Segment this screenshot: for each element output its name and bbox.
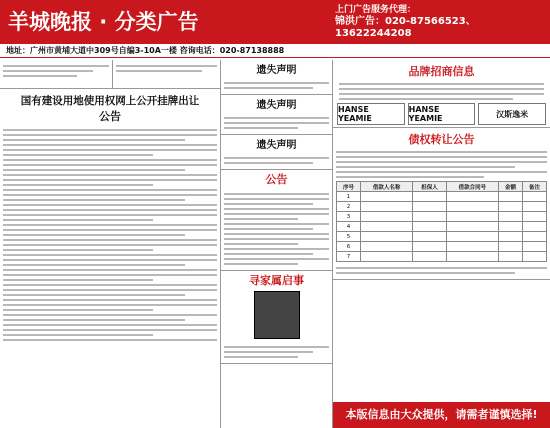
table-row: [337, 212, 547, 222]
row-number: 3: [337, 212, 361, 222]
row-number: 6: [337, 242, 361, 252]
column-3: [221, 60, 333, 428]
brand-logo-grid: [337, 103, 546, 125]
table-row: [337, 202, 547, 212]
ad-missing-person: [221, 271, 332, 364]
table-row: [337, 242, 547, 252]
hotline-title: 上门广告服务代理：: [335, 5, 417, 15]
row-number: 2: [337, 202, 361, 212]
brand-recruitment: [333, 60, 550, 128]
address-bar: 地址：广州市黄埔大道中309号自编3-10A一楼 咨询电话：020-87138888: [0, 44, 550, 58]
ad-title: 遗失声明: [256, 65, 297, 76]
ad-public-notice: [221, 170, 332, 271]
debt-col-header: 备注: [522, 182, 546, 192]
ad-title: 公告: [265, 173, 288, 186]
land-auction-notice: [0, 88, 221, 428]
column-4: [333, 60, 550, 428]
service-hotline: [335, 4, 550, 40]
ad-title: 遗失声明: [256, 100, 297, 111]
debt-transfer-notice: [333, 128, 550, 280]
notice-subtitle: 公告: [99, 110, 121, 123]
row-number: 1: [337, 192, 361, 202]
notice-title: 国有建设用地使用权网上公开挂牌出让: [20, 95, 200, 107]
debt-col-header: 金额: [498, 182, 522, 192]
row-number: 4: [337, 222, 361, 232]
person-photo: [254, 291, 300, 339]
masthead-logo: 羊城晚报 · 分类广告: [8, 10, 199, 34]
row-number: 5: [337, 232, 361, 242]
debt-col-header: 借款合同号: [446, 182, 498, 192]
table-row: [337, 232, 547, 242]
ad-lost-notice-3: [221, 135, 332, 170]
hotline-numbers: 锦洪广告：020-87566523、13622244208: [335, 16, 476, 39]
table-row: [337, 252, 547, 262]
debt-title: 债权转让公告: [408, 133, 475, 146]
ad-title: 寻家属启事: [249, 274, 304, 287]
debt-table: [336, 181, 547, 262]
brand-logo-3: 汉斯逸米: [478, 103, 546, 125]
brand-logo-1: HANSE YEAMIE: [337, 103, 405, 125]
ad-title: 遗失声明: [256, 140, 297, 151]
debt-col-header: 担保人: [413, 182, 446, 192]
ad-lost-notice-1: [221, 60, 332, 95]
masthead: [0, 0, 550, 44]
brand-logo-2: HANSE YEAMIE: [408, 103, 476, 125]
footer-disclaimer: 本版信息由大众提供，请需者谨慎选择!: [333, 402, 550, 428]
table-row: [337, 192, 547, 202]
debt-col-header: 借款人名称: [361, 182, 413, 192]
debt-col-header: 序号: [337, 182, 361, 192]
ad-lost-notice-2: [221, 95, 332, 135]
table-row: [337, 222, 547, 232]
brand-title: 品牌招商信息: [408, 65, 475, 78]
row-number: 7: [337, 252, 361, 262]
